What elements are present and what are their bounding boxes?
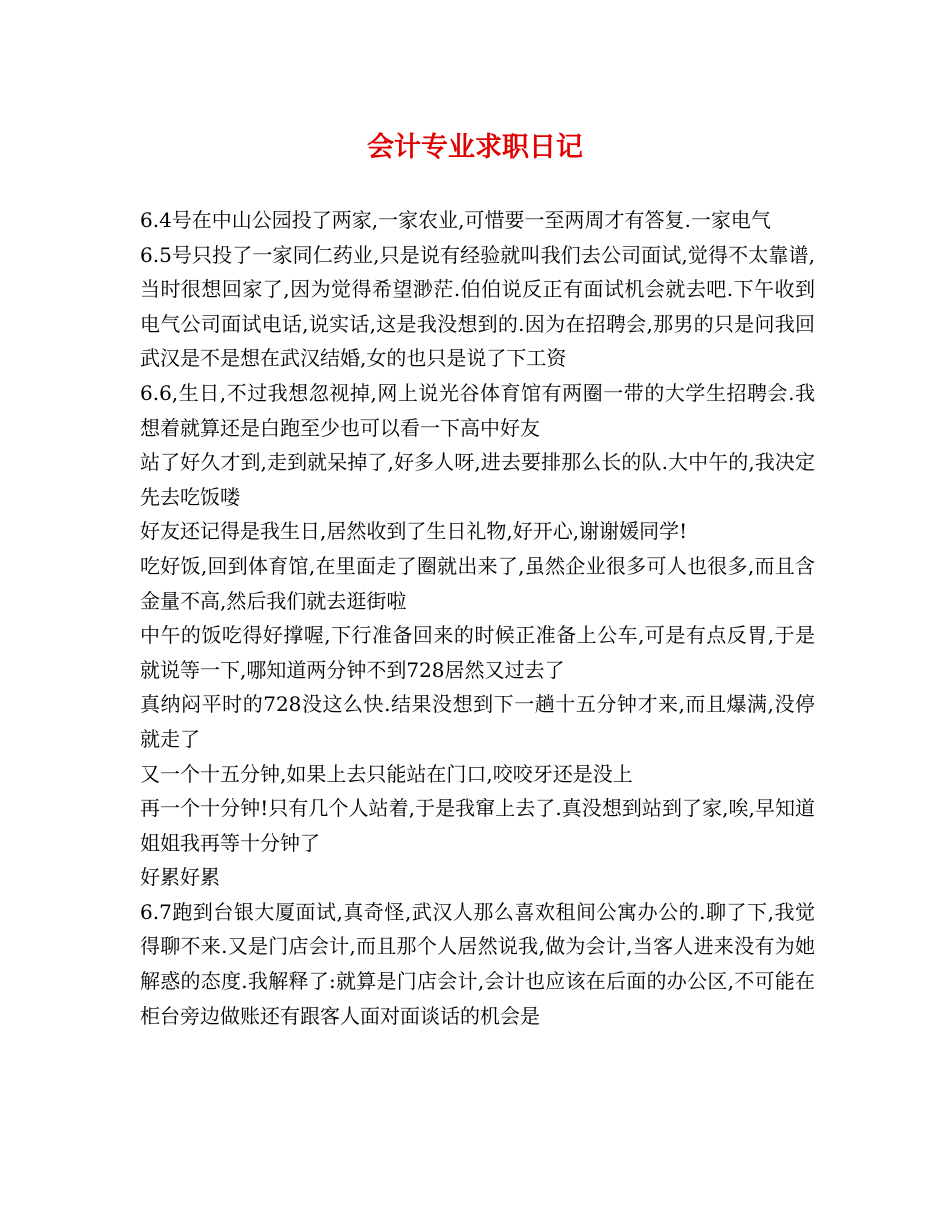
- diary-paragraph: 6.7跑到台银大厦面试,真奇怪,武汉人那么喜欢租间公寓办公的.聊了下,我觉得聊不来.又是门店会计,而且那个人居然说我,做为会计,当客人进来没有为她解惑的态度.我解释了:就算是门店会计,会计也应该在后面的办公区,不可能在柜台旁边做账还有跟客人面对面谈话的机会是: [140, 899, 815, 1028]
- diary-paragraph: 6.4号在中山公园投了两家,一家农业,可惜要一至两周才有答复.一家电气: [140, 208, 771, 232]
- diary-paragraph: 吃好饭,回到体育馆,在里面走了圈就出来了,虽然企业很多可人也很多,而且含金量不高,然后我们就去逛街啦: [140, 553, 815, 613]
- diary-paragraph: 好累好累: [140, 865, 220, 890]
- document-title: 会计专业求职日记: [367, 132, 583, 163]
- diary-paragraph: 好友还记得是我生日,居然收到了生日礼物,好开心,谢谢媛同学!: [140, 519, 688, 544]
- diary-paragraph: 真纳闷平时的728没这么快.结果没想到下一趟十五分钟才来,而且爆满,没停就走了: [140, 692, 815, 751]
- diary-paragraph: 6.5号只投了一家同仁药业,只是说有经验就叫我们去公司面试,觉得不太靠谱,当时很想回家了,因为觉得希望渺茫.伯伯说反正有面试机会就去吧.下午收到电气公司面试电话,说实话,这是我没想到的.因为在招聘会,那男的只是问我回武汉是不是想在武汉结婚,女的也只是说了下工资: [140, 242, 815, 371]
- diary-paragraph: 站了好久才到,走到就呆掉了,好多人呀,进去要排那么长的队.大中午的,我决定先去吃饭喽: [140, 450, 815, 509]
- diary-paragraph: 再一个十分钟!只有几个人站着,于是我窜上去了.真没想到站到了家,唉,早知道姐姐我再等十分钟了: [140, 796, 815, 855]
- document-body: [140, 203, 815, 1033]
- diary-paragraph: 又一个十五分钟,如果上去只能站在门口,咬咬牙还是没上: [140, 761, 633, 786]
- diary-paragraph: 中午的饭吃得好撑喔,下行准备回来的时候正准备上公车,可是有点反胃,于是就说等一下,哪知道两分钟不到728居然又过去了: [140, 623, 815, 682]
- diary-paragraph: 6.6,生日,不过我想忽视掉,网上说光谷体育馆有两圈一带的大学生招聘会.我想着就算还是白跑至少也可以看一下高中好友: [140, 380, 815, 440]
